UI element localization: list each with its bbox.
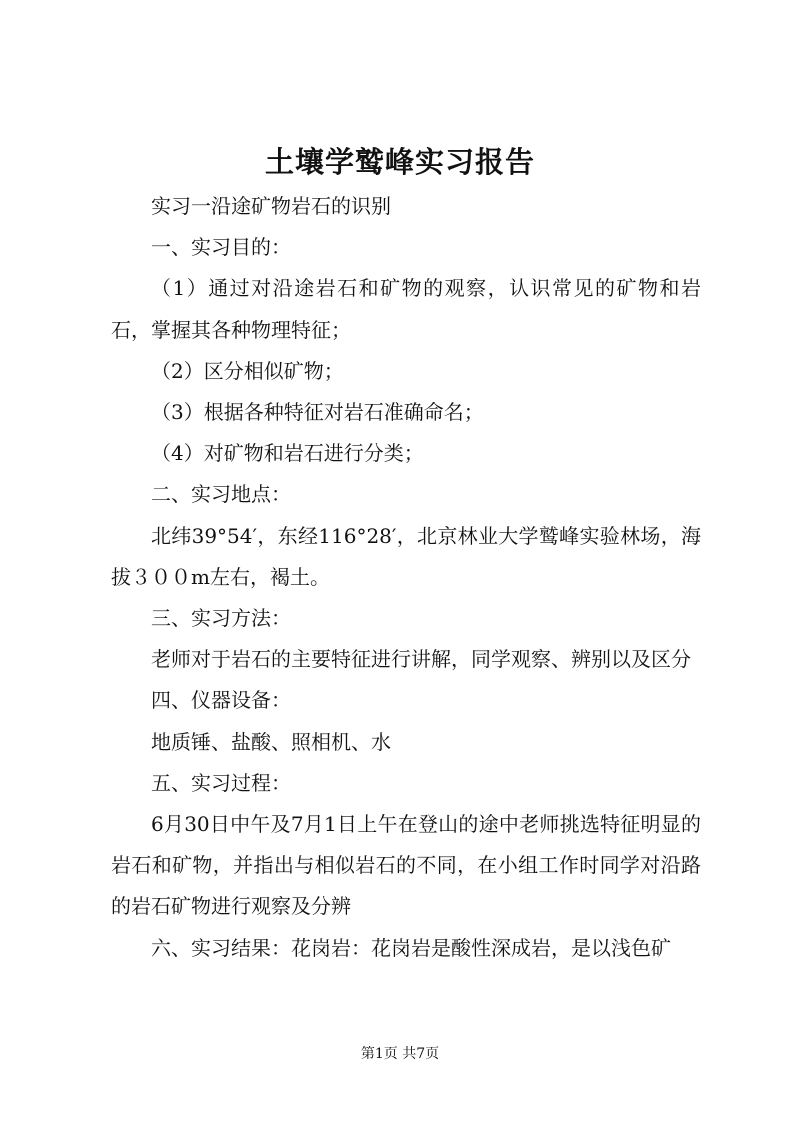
- paragraph: 北纬39°54′，东经116°28′，北京林业大学鹫峰实验林场，海拔３００m左右，褐土。: [111, 523, 701, 589]
- section-heading: 三、实习方法：: [151, 606, 291, 631]
- section-heading: 二、实习地点：: [151, 482, 291, 507]
- paragraph: 6月30日中午及7月1日上午在登山的途中老师挑选特征明显的岩石和矿物，并指出与相似岩石的不同，在小组工作时同学对沿路的岩石矿物进行观察及分辨: [111, 812, 701, 919]
- paragraph: 老师对于岩石的主要特征进行讲解，同学观察、辨别以及区分: [151, 647, 691, 672]
- section-heading: 实习一沿途矿物岩石的识别: [151, 194, 391, 218]
- document-body: [111, 186, 701, 969]
- paragraph: 六、实习结果：花岗岩：花岗岩是酸性深成岩，是以浅色矿: [151, 935, 671, 960]
- page-number-footer: 第1页 共7页: [360, 1046, 440, 1062]
- paragraph: （3）根据各种特征对岩石准确命名；: [151, 400, 484, 425]
- paragraph: （1）通过对沿途岩石和矿物的观察，认识常见的矿物和岩石，掌握其各种物理特征；: [111, 276, 701, 342]
- section-heading: 四、仪器设备：: [151, 688, 291, 713]
- paragraph: （2）区分相似矿物；: [151, 358, 344, 383]
- paragraph: （4）对矿物和岩石进行分类；: [151, 441, 424, 466]
- section-heading: 五、实习过程：: [151, 770, 291, 795]
- document-title: 土壤学鹫峰实习报告: [264, 145, 535, 179]
- paragraph: 地质锤、盐酸、照相机、水: [151, 729, 391, 754]
- section-heading: 一、实习目的：: [151, 235, 291, 260]
